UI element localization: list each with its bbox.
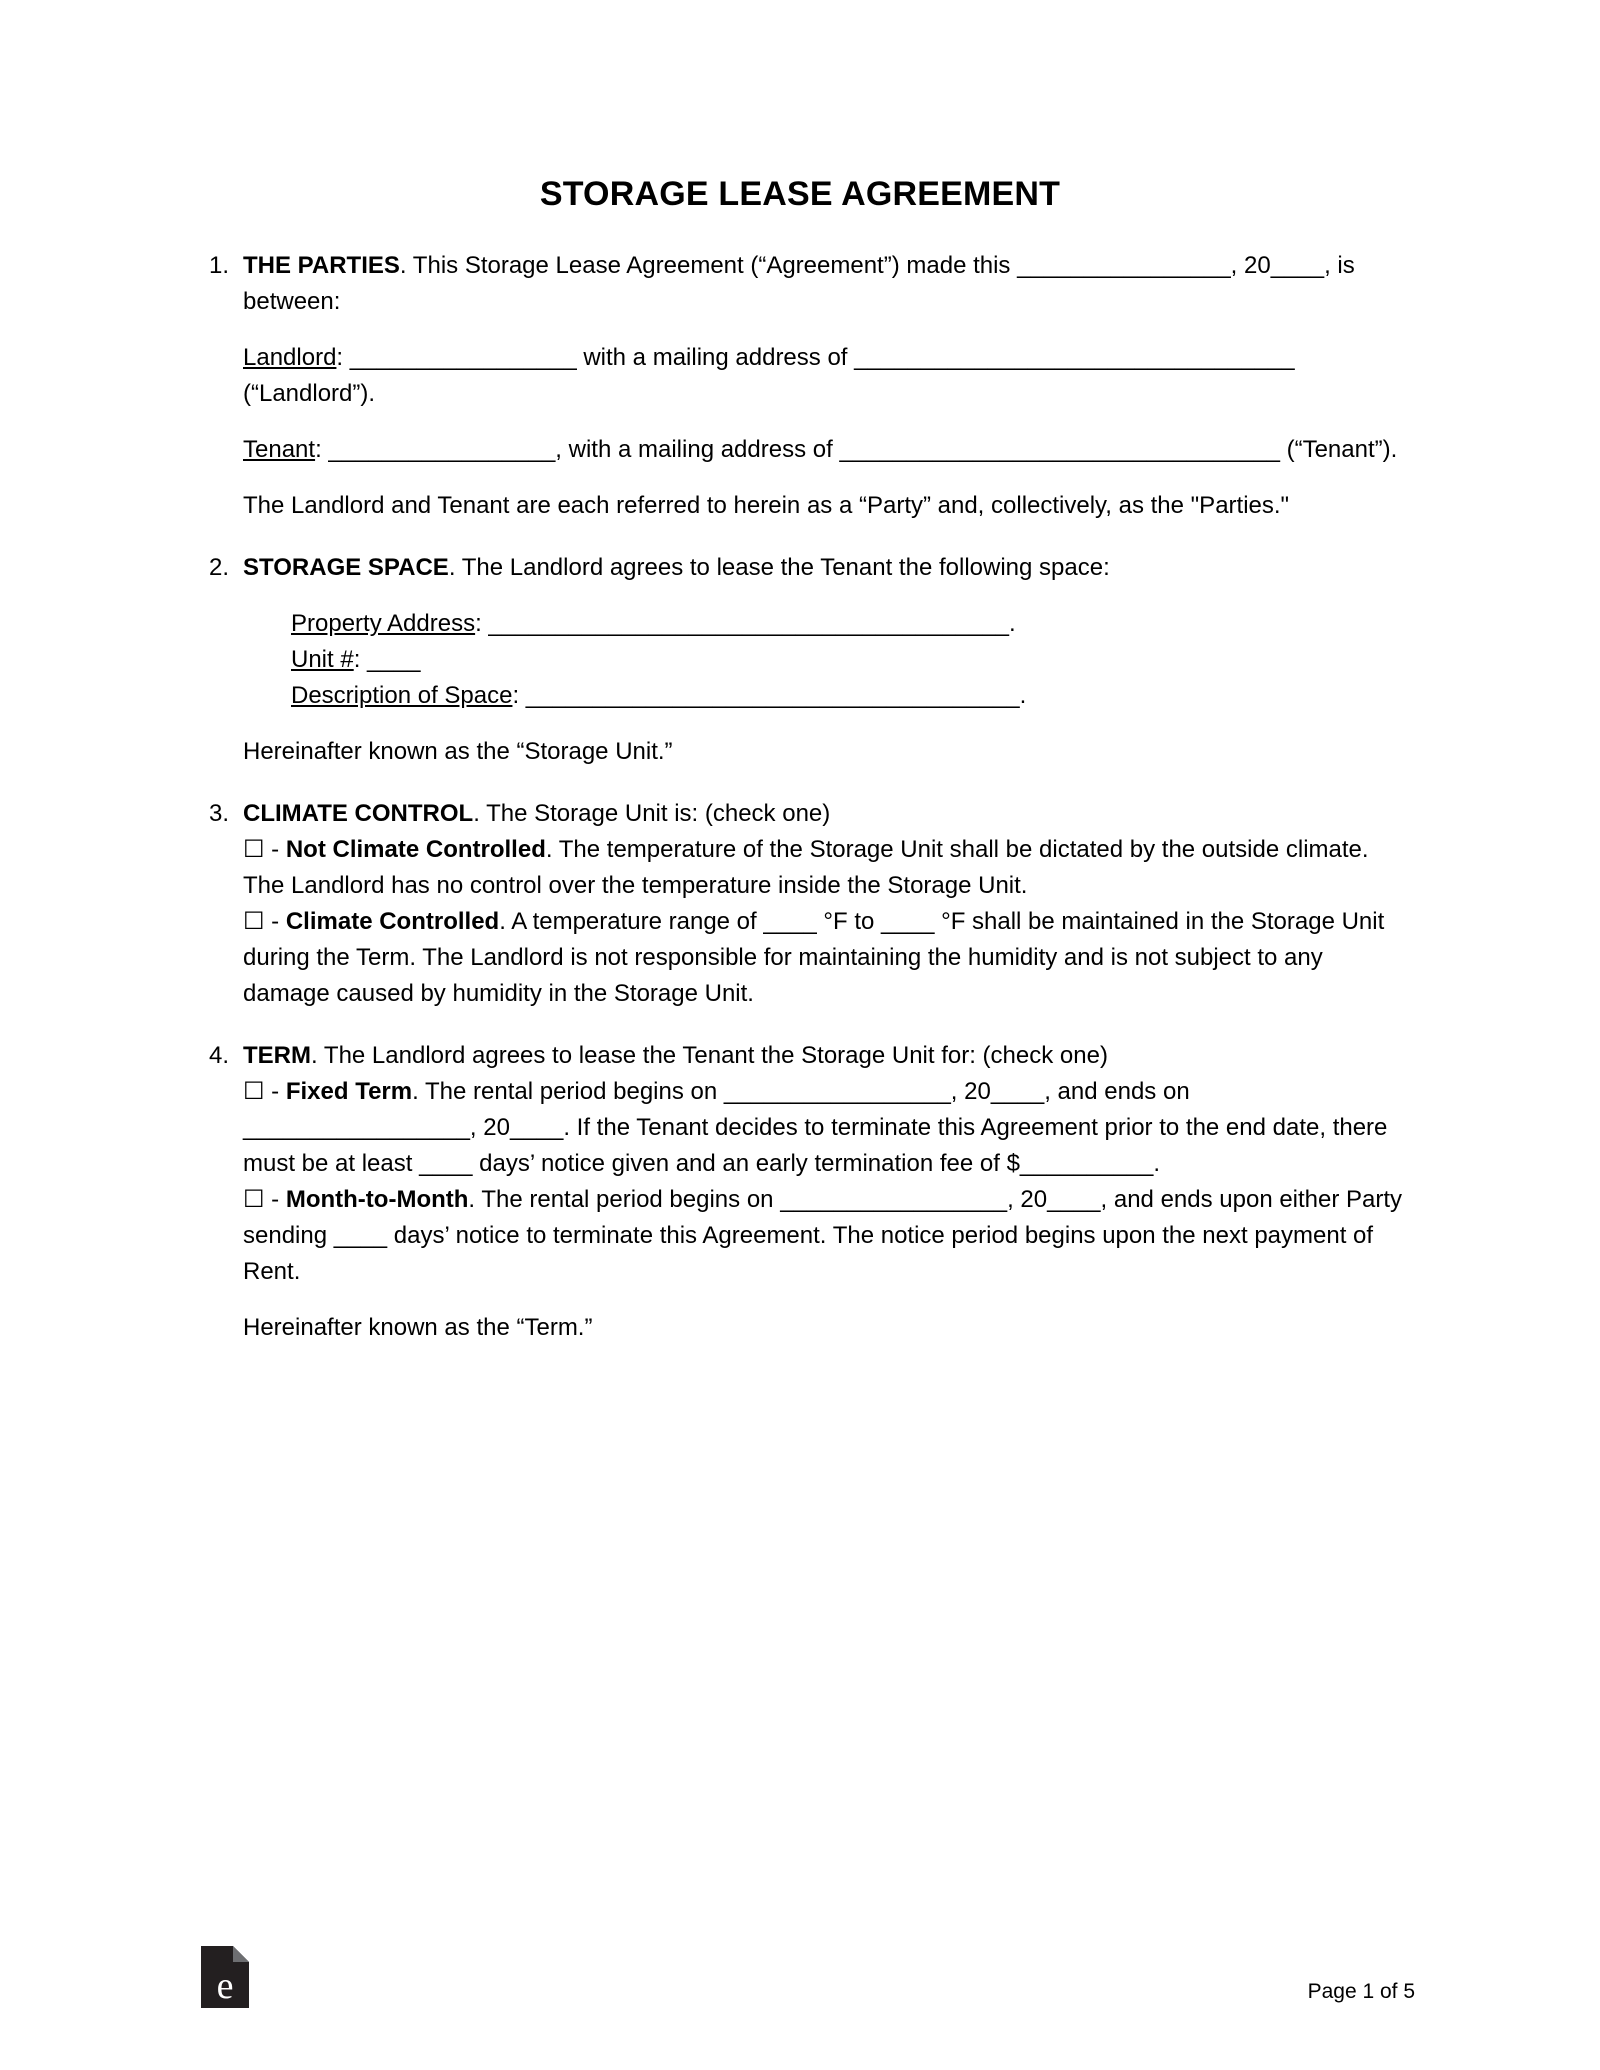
clause-intro-text: . The Landlord agrees to lease the Tenant the Storage Unit for: (check one) <box>311 1042 1108 1069</box>
option-text: . The rental period begins on _________________, 20____, and ends upon either Party sending ____ days’ notice to terminate this Agreement. The notice period begins upon the next payment of Rent. <box>243 1186 1403 1285</box>
clause-intro <box>243 550 1415 586</box>
clause-intro-text: . This Storage Lease Agreement (“Agreement”) made this ________________, 20____, is between: <box>243 252 1355 315</box>
clause-the-parties <box>185 248 1415 524</box>
tenant-fill: : _________________, with a mailing address of _________________________________ (“Tenant”). <box>315 436 1398 463</box>
clause-term <box>185 1038 1415 1346</box>
clause-number: 3. <box>208 800 229 827</box>
checkbox-icon[interactable]: ☐ <box>243 1186 265 1213</box>
eforms-logo-icon <box>195 1942 257 2012</box>
option-label: Fixed Term <box>285 1078 413 1105</box>
clause-number: 4. <box>208 1042 229 1069</box>
checkbox-icon[interactable]: ☐ <box>243 836 265 863</box>
storage-space-closing: Hereinafter known as the “Storage Unit.” <box>243 738 673 765</box>
option-text: . A temperature range of ____ °F to ____ °F shall be maintained in the Storage Unit during the Term. The Landlord is not responsible for maintaining the humidity and is not subject to any damage caused by humidity in the Storage Unit. <box>243 908 1385 1007</box>
clause-storage-space <box>185 550 1415 770</box>
checkbox-icon[interactable]: ☐ <box>243 1078 265 1105</box>
clause-number: 1. <box>208 252 229 279</box>
term-closing: Hereinafter known as the “Term.” <box>243 1314 593 1341</box>
checkbox-icon[interactable]: ☐ <box>243 908 265 935</box>
option-text: . The temperature of the Storage Unit shall be dictated by the outside climate. The Landlord has no control over the temperature inside the Storage Unit. <box>243 836 1369 899</box>
property-address-fill: : _______________________________________. <box>475 610 1016 637</box>
clause-intro-text: . The Landlord agrees to lease the Tenant the following space: <box>448 554 1110 581</box>
unit-number-fill: : ____ <box>353 646 421 673</box>
description-label: Description of Space <box>291 682 513 709</box>
page-footer <box>185 1942 1415 2012</box>
clause-climate-control <box>185 796 1415 1012</box>
clause-intro-text: . The Storage Unit is: (check one) <box>473 800 831 827</box>
option-dash: - <box>264 1186 286 1213</box>
clause-intro <box>243 1038 1415 1074</box>
landlord-label: Landlord <box>243 344 337 371</box>
landlord-line <box>243 340 1415 412</box>
option-month-to-month[interactable] <box>243 1182 1415 1290</box>
option-dash: - <box>264 1078 286 1105</box>
landlord-fill: : _________________ with a mailing address of _________________________________ (“Landlord”). <box>243 344 1295 407</box>
clause-heading: THE PARTIES <box>243 252 400 279</box>
clause-heading: STORAGE SPACE <box>243 554 449 581</box>
option-climate-controlled[interactable] <box>243 904 1415 1012</box>
option-dash: - <box>264 836 286 863</box>
clause-number: 2. <box>208 554 229 581</box>
clause-intro <box>243 248 1415 320</box>
page-number: Page 1 of 5 <box>1307 1980 1415 2003</box>
tenant-line <box>243 432 1415 468</box>
option-dash: - <box>264 908 286 935</box>
option-fixed-term[interactable] <box>243 1074 1415 1182</box>
description-line <box>291 678 1415 714</box>
description-fill: : _____________________________________. <box>512 682 1027 709</box>
parties-closing: The Landlord and Tenant are each referred to herein as a “Party” and, collectively, as the "Parties." <box>243 492 1290 519</box>
option-label: Climate Controlled <box>285 908 500 935</box>
unit-number-line <box>291 642 1415 678</box>
option-text: . The rental period begins on _________________, 20____, and ends on _________________, 20____. If the Tenant decides to terminate this Agreement prior to the end date, there must be at least ____ days’ notice given and an early termination fee of $__________. <box>243 1078 1388 1177</box>
unit-number-label: Unit # <box>291 646 354 673</box>
clause-heading: TERM <box>243 1042 311 1069</box>
svg-text:e: e <box>216 1965 234 2007</box>
property-address-label: Property Address <box>291 610 476 637</box>
page-title: STORAGE LEASE AGREEMENT <box>539 175 1061 213</box>
option-label: Not Climate Controlled <box>285 836 546 863</box>
property-address-line <box>291 606 1415 642</box>
clause-heading: CLIMATE CONTROL <box>243 800 474 827</box>
option-label: Month-to-Month <box>285 1186 469 1213</box>
option-not-climate-controlled[interactable] <box>243 832 1415 904</box>
tenant-label: Tenant <box>243 436 316 463</box>
clause-intro <box>243 796 1415 832</box>
